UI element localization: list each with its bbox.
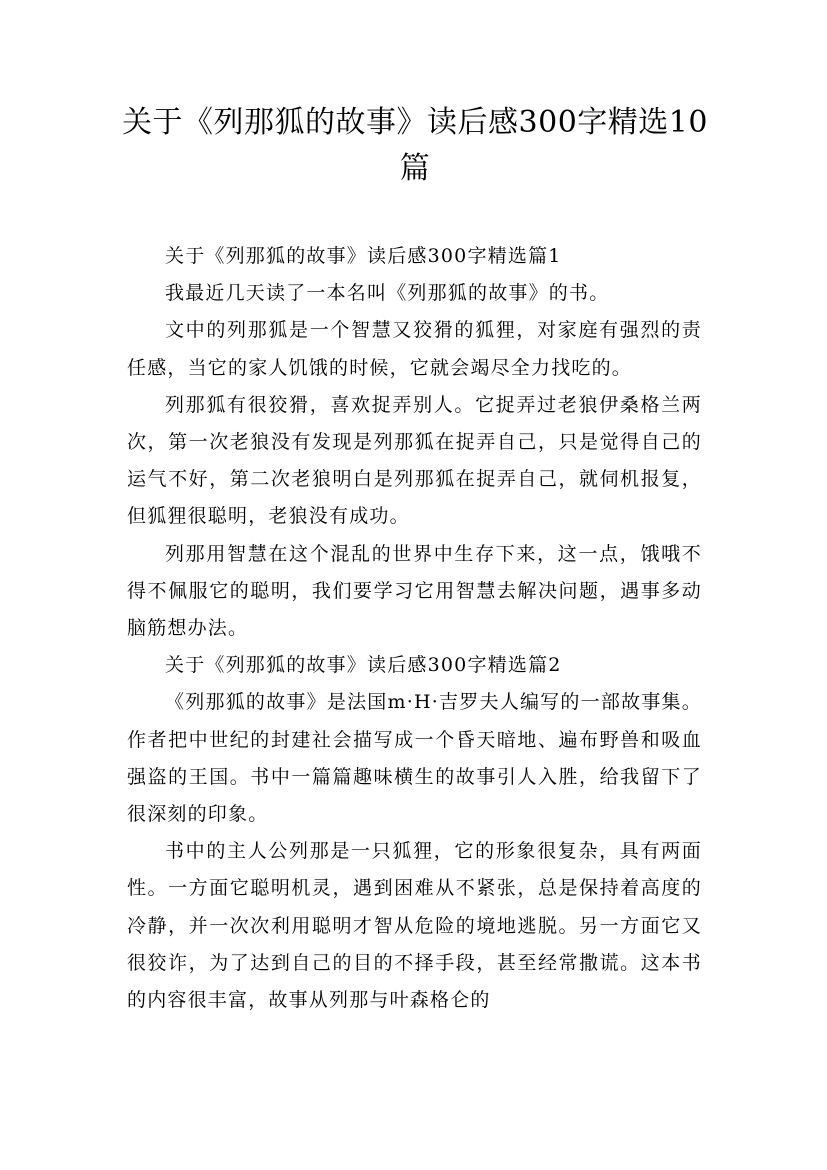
- section-heading-2: 关于《列那狐的故事》读后感300字精选篇2: [165, 654, 562, 677]
- paragraph: 我最近几天读了一本名叫《列那狐的故事》的书。: [165, 282, 610, 305]
- paragraph: 列那狐有很狡猾，喜欢捉弄别人。它捉弄过老狼伊桑格兰两次，第一次老狼没有发现是列那狐在捉弄自己，只是觉得自己的运气不好，第二次老狼明白是列那狐在捉弄自己，就伺机报复，但狐狸很聪明，老狼没有成功。: [127, 393, 702, 528]
- section-heading-1: 关于《列那狐的故事》读后感300字精选篇1: [165, 245, 562, 267]
- paragraph: 列那用智慧在这个混乱的世界中生存下来，这一点，饿哦不得不佩服它的聪明，我们要学习它用智慧去解决问题，遇事多动脑筋想办法。: [127, 542, 702, 640]
- document-body: [127, 238, 702, 1019]
- paragraph: 书中的主人公列那是一只狐狸，它的形象很复杂，具有两面性。一方面它聪明机灵，遇到困难从不紧张，总是保持着高度的冷静，并一次次利用聪明才智从危险的境地逃脱。另一方面它又很狡诈，为了达到自己的目的不择手段，甚至经常撒谎。这本书的内容很丰富，故事从列那与叶森格仑的: [127, 840, 702, 1012]
- document-title: 关于《列那狐的故事》读后感300字精选10篇: [122, 105, 708, 186]
- paragraph: 文中的列那狐是一个智慧又狡猾的狐狸，对家庭有强烈的责任感，当它的家人饥饿的时候，它就会竭尽全力找吃的。: [127, 319, 702, 379]
- paragraph: 《列那狐的故事》是法国m·H·吉罗夫人编写的一部故事集。作者把中世纪的封建社会描写成一个昏天暗地、遍布野兽和吸血强盗的王国。书中一篇篇趣味横生的故事引人入胜，给我留下了很深刻的印象。: [127, 691, 702, 826]
